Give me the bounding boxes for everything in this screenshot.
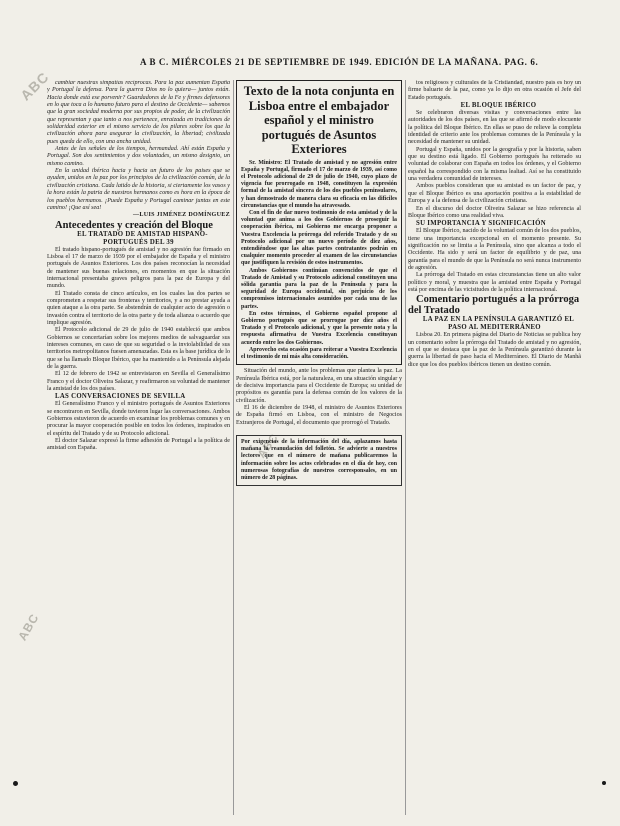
intro-paragraph: cambiar nuestras simpatías recíprocas. Para la paz aumentan España y Portugal la defensa. Para la guerra Dios no lo quiera— juntos están. Hacia donde está ese porvenir? Guardadores de la Fe y firmes defensores en lo que toca a lo humano futuro para el destino de Occidente— sabemos que la gran sociedad moderna por sus propios de poder, de la civilización que representan y que tanto a nos pertenece, enraizada en tradiciones de solidaridad exterior en el mismo servicio de los pilares sobre los que la civilización ahora para asegurar la civilización, la libertad; civilizada pues queda de ello, con una ancha unidad. [47,80,230,145]
body-paragraph: El Generalísimo Franco y el ministro portugués de Asuntos Exteriores se encontraron en Sevilla, donde tuvieron lugar las conversaciones. Ambos Gobiernos estuvieron de acuerdo en examinar los problemas comunes y en procurar la mayor cooperación posible en todos los órdenes, inspirados en el espíritu del Tratado y de su Protocolo adicional. [47,401,230,437]
body-paragraph: El Bloque Ibérico, nacido de la voluntad común de los dos pueblos, tiene una importancia excepcional en el momento presente. Su significación no se limita a la Península, sino que alcanza a todo el Occidente. Ha sido y será un factor de equilibrio y de paz, una garantía para el mundo de que la Península no será nunca instrumento de agresión. [408,228,581,271]
body-paragraph: Sr. Ministro: El Tratado de amistad y no agresión entre España y Portugal, firmado el 17 de marzo de 1939, así como el Protocolo adicional de 29 de julio de 1940, cuyo plazo de vigencia fue prorrogado en 1948, constituyen la expresión formal de la amistad sincera de los dos pueblos peninsulares, y han demostrado de manera clara su eficacia en las difíciles circunstancias que el mundo ha atravesado. [241,159,397,209]
author-signature: —LUIS JIMÉNEZ DOMÍNGUEZ [133,212,230,219]
body-paragraph: La prórroga del Tratado en estas circunstancias tiene un alto valor político y moral, y muestra que la amistad entre España y Portugal está por encima de las vicisitudes de la política internacional. [408,272,581,293]
column-left [47,80,230,815]
body-paragraph: Situación del mundo, ante los problemas que plantea la paz. La Península Ibérica está, por la naturaleza, en una situación singular y de decisiva importancia para el Occidente de Europa; su unidad de propósitos es garantía para la defensa común de los valores de la civilización. [236,368,402,404]
section-subheading: EL TRATADO DE AMISTAD HISPANO-PORTUGUÉS DEL 39 [77,230,208,246]
body-paragraph: El 12 de febrero de 1942 se entrevistaron en Sevilla el Generalísimo Franco y el doctor Oliveira Salazar, y reafirmaron su voluntad de mantener la amistad de los dos países. [47,371,230,393]
column-center [236,80,402,815]
body-paragraph: Portugal y España, unidos por la geografía y por la historia, saben que su destino está ligado. El Gobierno portugués ha reiterado su voluntad de colaborar con España en todos los órdenes, y el Gobierno español ha correspondido con la misma lealtad. Así se ha constituido una verdadera comunidad de intereses. [408,146,581,183]
body-paragraph: Aprovecho esta ocasión para reiterar a Vuestra Excelencia el testimonio de mi más alta consideración. [241,346,397,360]
body-paragraph: Con el fin de dar nuevo testimonio de esta amistad y de la voluntad que anima a los dos Gobiernos de proseguir la cooperación ibérica, mi Gobierno me encarga proponer a Vuestra Excelencia la prórroga del referido Tratado y de su Protocolo adicional por un nuevo período de diez años, entendiéndose que las altas partes contratantes podrán en cualquier momento proceder al examen de las circunstancias que justifiquen la revisión de estos instrumentos. [241,209,397,267]
section-subheading: EL BLOQUE IBÉRICO [460,102,537,110]
ink-blot [13,781,18,786]
body-paragraph: El tratado hispano-portugués de amistad y no agresión fue firmado en Lisboa el 17 de marzo de 1939 por el embajador de España y el ministro portugués de Asuntos Exteriores. Los dos países reconocían la necesidad de mantener sus buenas relaciones, en momentos en que la situación internacional presentaba graves peligros para la paz de Europa y del mundo. [47,246,230,290]
archive-watermark: ABC [15,610,42,644]
column-divider [233,80,234,815]
body-paragraph: tos religiosos y culturales de la Cristiandad, nuestro país es hoy un firme baluarte de la paz, como ya lo dijo en otra ocasión el Jefe del Estado portugués. [408,80,581,101]
body-paragraph: En el discurso del doctor Oliveira Salazar se hizo referencia al Bloque Ibérico como una realidad viva. [408,205,581,219]
editorial-notice: Por exigencias de la información del día, aplazamos hasta mañana la reanudación del folletón. Se advierte a nuestros lectores que en el número de mañana publicaremos la información sobre los actos celebrados en el día de hoy, con numerosas fotografías de nuestros corresponsales, en un número de 28 páginas. [236,435,402,486]
box-body [241,160,397,362]
body-paragraph: En estos términos, el Gobierno español propone al Gobierno portugués que se prorrogue por diez años el Tratado y el Protocolo adicional, y que la presente nota y la respuesta afirmativa de Vuestra Excelencia constituyan acuerdo entre los dos Gobiernos. [241,310,397,346]
ink-blot [602,781,606,785]
archive-watermark: ABC [17,68,53,104]
body-paragraph: El Tratado consta de cinco artículos, en los cuales las dos partes se comprometen a respetar sus fronteras y territorios, y a no prestar ayuda a quien ataque a la otra parte. Se abstendrán de cualquier acto de agresión o invasión contra el territorio de la otra parte y de toda alianza o acuerdo que implique agresión. [47,290,230,326]
body-paragraph: Ambos pueblos consideran que su amistad es un factor de paz, y que el Bloque Ibérico es una aportación positiva a la estabilidad de Europa y a la defensa de la civilización cristiana. [408,183,581,205]
body-paragraph: El Protocolo adicional de 29 de julio de 1940 estableció que ambos Gobiernos se concertarían sobre los mejores medios de salvaguardar sus intereses comunes, en caso de que su seguridad o la inviolabilidad de sus territorios metropolitanos fuesen amenazadas. Esta es la base jurídica de lo que se ha llamado Bloque Ibérico, que ha mantenido a la Península alejada de la guerra. [47,327,230,371]
section-subheading: LA PAZ EN LA PENÍNSULA GARANTIZÓ EL PASO AL MEDITERRÁNEO [422,316,575,332]
note-box [236,80,402,365]
box-title: Texto de la nota conjunta en Lisboa entre el embajador español y el ministro portugués de Asuntos Exteriores [243,84,395,156]
body-paragraph: El 16 de diciembre de 1948, el ministro de Asuntos Exteriores de España firmó en Lisboa, con el ministro de Negocios Extranjeros de Portugal, el documento que prorrogó el Tratado. [236,404,402,426]
body-paragraph: En la unidad ibérica hacia y hacia un futuro de los paises que se ayuden, unidos en la paz por los principios de la civilización común, de la civilización cristiana. Cada latido de la historia, si ciertamente los vasos y la hora están la patria de nuestros hermanos como es hora en la época de los pueblos hermanos. ¡Puede España y Portugal caminar juntas en este camino! ¡Que así sea! [47,168,230,211]
body-paragraph: Antes de las señales de los tiempos, hermandad. Ahí están España y Portugal. Son dos sentimientos y dos voluntades, un mismo designio, un mismo camino. [47,146,230,167]
section-heading: Antecedentes y creación del Bloque [55,219,213,231]
column-right [408,80,581,815]
section-subheading: SU IMPORTANCIA Y SIGNIFICACIÓN [416,220,546,228]
body-paragraph: El doctor Salazar expresó la firme adhesión de Portugal a la política de amistad con España. [47,438,230,452]
archive-watermark: ABC [255,431,282,461]
body-paragraph: Se celebraron diversas visitas y conversaciones entre las autoridades de los dos países, en las que se afirmó de modo elocuente la política del Bloque Ibérico. En ellas se puso de relieve la completa identidad de criterio ante los problemas comunes de la Península y la necesidad de mantener su unidad. [408,110,581,146]
body-paragraph: Ambos Gobiernos continúan convencidos de que el Tratado de Amistad y su Protocolo adicional constituyen una sólida garantía para la paz de la Península y para la seguridad de Europa occidental, sin perjuicio de los compromisos internacionales asumidos por cada una de las partes. [241,267,397,310]
column-divider [405,80,406,815]
section-subheading: LAS CONVERSACIONES DE SEVILLA [55,393,186,401]
page-header: A B C. MIÉRCOLES 21 DE SEPTIEMBRE DE 1949. EDICIÓN DE LA MAÑANA. PAG. 6. [140,57,539,67]
section-heading: Comentario portugués a la prórroga del Tratado [408,294,580,317]
body-paragraph: Lisboa 20. En primera página del Diario de Noticias se publica hoy un comentario sobre la prórroga del Tratado de amistad y no agresión, en el que se destaca que la paz de la Península garantizó durante la guerra la libertad de paso hacia el Mediterráneo. El Diario de Manhã dice que los dos pueblos ibéricos tienen un destino común. [408,332,581,368]
